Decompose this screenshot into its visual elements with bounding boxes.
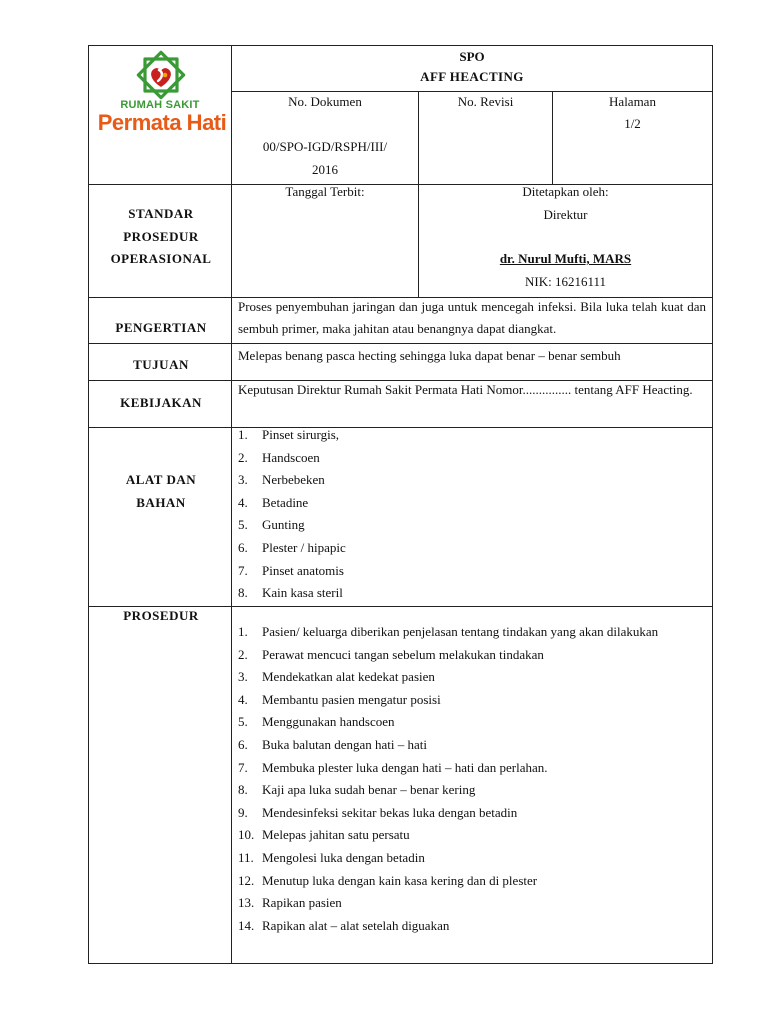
list-item-text: Pinset sirurgis, (262, 427, 340, 442)
alat-list (238, 424, 706, 605)
list-item (238, 915, 705, 938)
logo-text-permata-hati: Permata Hati (97, 110, 227, 135)
list-item (238, 734, 705, 757)
list-item-number: 4. (238, 494, 248, 510)
list-item-number: 5. (238, 517, 248, 533)
no-dokumen-label: No. Dokumen (288, 94, 362, 109)
jabatan: Direktur (543, 207, 588, 222)
list-item-number: 5. (238, 714, 248, 730)
spo-label-line3: OPERASIONAL (110, 251, 212, 266)
list-item-text: Buka balutan dengan hati – hati (262, 736, 427, 752)
list-item-text: Kain kasa steril (262, 585, 343, 601)
list-item-number: 6. (238, 736, 248, 752)
list-item (238, 514, 706, 537)
list-item-text: Gunting (262, 517, 305, 533)
doc-title: AFF HEACTING (420, 69, 524, 84)
list-item-number: 2. (238, 449, 248, 465)
list-item-text: Mendekatkan alat kedekat pasien (262, 669, 435, 685)
doc-type: SPO (459, 49, 485, 64)
list-item-number: 13. (238, 895, 255, 911)
spo-label-line1: STANDAR (128, 206, 194, 221)
list-item (238, 779, 705, 802)
list-item-number: 7. (238, 562, 248, 578)
pengertian-text: Proses penyembuhan jaringan dan juga untuk mencegah infeksi. Bila luka telah kuat dan sembuh primer, maka jahitan atau benangnya dapat diangkat. (238, 299, 706, 336)
list-item (238, 469, 706, 492)
list-item-number: 14. (238, 917, 255, 933)
kebijakan-text: Keputusan Direktur Rumah Sakit Permata Hati Nomor............... tentang AFF Heacting. (238, 382, 693, 397)
list-item-text: Membuka plester luka dengan hati – hati dan perlahan. (262, 759, 548, 775)
list-item-text: Menutup luka dengan kain kasa kering dan di plester (262, 872, 538, 888)
list-item-number: 8. (238, 585, 248, 601)
list-item-number: 1. (238, 624, 248, 639)
signatory-nik: NIK: 16216111 (524, 274, 606, 289)
tujuan-text: Melepas benang pasca hecting sehingga luka dapat benar – benar sembuh (238, 348, 621, 363)
list-item-text: Mengolesi luka dengan betadin (262, 849, 425, 865)
list-item-text: Plester / hipapic (262, 539, 346, 555)
list-item-text: Perawat mencuci tangan sebelum melakukan tindakan (262, 646, 544, 662)
logo-emblem-icon (132, 50, 190, 100)
list-item (238, 757, 705, 780)
list-item-text: Pasien/ keluarga diberikan penjelasan tentang tindakan yang akan dilakukan (262, 624, 659, 639)
alat-label-line2: BAHAN (136, 495, 186, 510)
list-item-text: Nerbebeken (262, 472, 325, 488)
list-item-number: 11. (238, 849, 254, 865)
list-item (238, 870, 705, 893)
ditetapkan-label: Ditetapkan oleh: (522, 184, 609, 199)
no-dokumen-value-line2: 2016 (312, 162, 338, 177)
list-item (238, 644, 705, 667)
list-item-number: 4. (238, 691, 248, 707)
list-item (238, 424, 706, 447)
halaman-value: 1/2 (624, 116, 641, 131)
list-item-text: Menggunakan handscoen (262, 714, 395, 730)
list-item-number: 2. (238, 646, 248, 662)
list-item (238, 621, 705, 644)
signatory-name: dr. Nurul Mufti, MARS (499, 251, 632, 266)
list-item-number: 3. (238, 472, 248, 488)
list-item-number: 7. (238, 759, 248, 775)
list-item-number: 1. (238, 427, 248, 442)
list-item-text: Betadine (262, 494, 309, 510)
list-item-text: Melepas jahitan satu persatu (262, 827, 410, 843)
list-item-text: Handscoen (262, 449, 320, 465)
list-item (238, 847, 705, 870)
no-revisi-label: No. Revisi (457, 94, 514, 109)
list-item-text: Kaji apa luka sudah benar – benar kering (262, 782, 476, 798)
list-item-text: Membantu pasien mengatur posisi (262, 691, 441, 707)
prosedur-label: PROSEDUR (123, 608, 199, 623)
halaman-label: Halaman (609, 94, 656, 109)
list-item (238, 537, 706, 560)
list-item (238, 689, 705, 712)
list-item (238, 582, 706, 605)
spo-label-line2: PROSEDUR (123, 229, 199, 244)
tujuan-label: TUJUAN (133, 357, 189, 372)
kebijakan-label: KEBIJAKAN (120, 395, 202, 410)
no-dokumen-value-line1: 00/SPO-IGD/RSPH/III/ (262, 139, 388, 154)
prosedur-list (238, 621, 705, 937)
list-item-text: Rapikan pasien (262, 895, 342, 911)
list-item-number: 8. (238, 782, 248, 798)
list-item (238, 447, 706, 470)
list-item-text: Pinset anatomis (262, 562, 344, 578)
list-item (238, 560, 706, 583)
logo-text-rumah-sakit: RUMAH SAKIT (120, 99, 200, 111)
list-item (238, 492, 706, 515)
list-item-number: 3. (238, 669, 248, 685)
list-item-text: Mendesinfeksi sekitar bekas luka dengan betadin (262, 804, 518, 820)
alat-label-line1: ALAT DAN (125, 472, 197, 487)
list-item (238, 711, 705, 734)
list-item (238, 802, 705, 825)
list-item-number: 10. (238, 827, 255, 843)
list-item-number: 9. (238, 804, 248, 820)
list-item-number: 6. (238, 539, 248, 555)
tanggal-terbit-label: Tanggal Terbit: (285, 184, 365, 199)
pengertian-label: PENGERTIAN (115, 320, 207, 335)
list-item (238, 892, 705, 915)
list-item-number: 12. (238, 872, 255, 888)
list-item (238, 824, 705, 847)
list-item (238, 666, 705, 689)
list-item-text: Rapikan alat – alat setelah diguakan (262, 917, 450, 933)
